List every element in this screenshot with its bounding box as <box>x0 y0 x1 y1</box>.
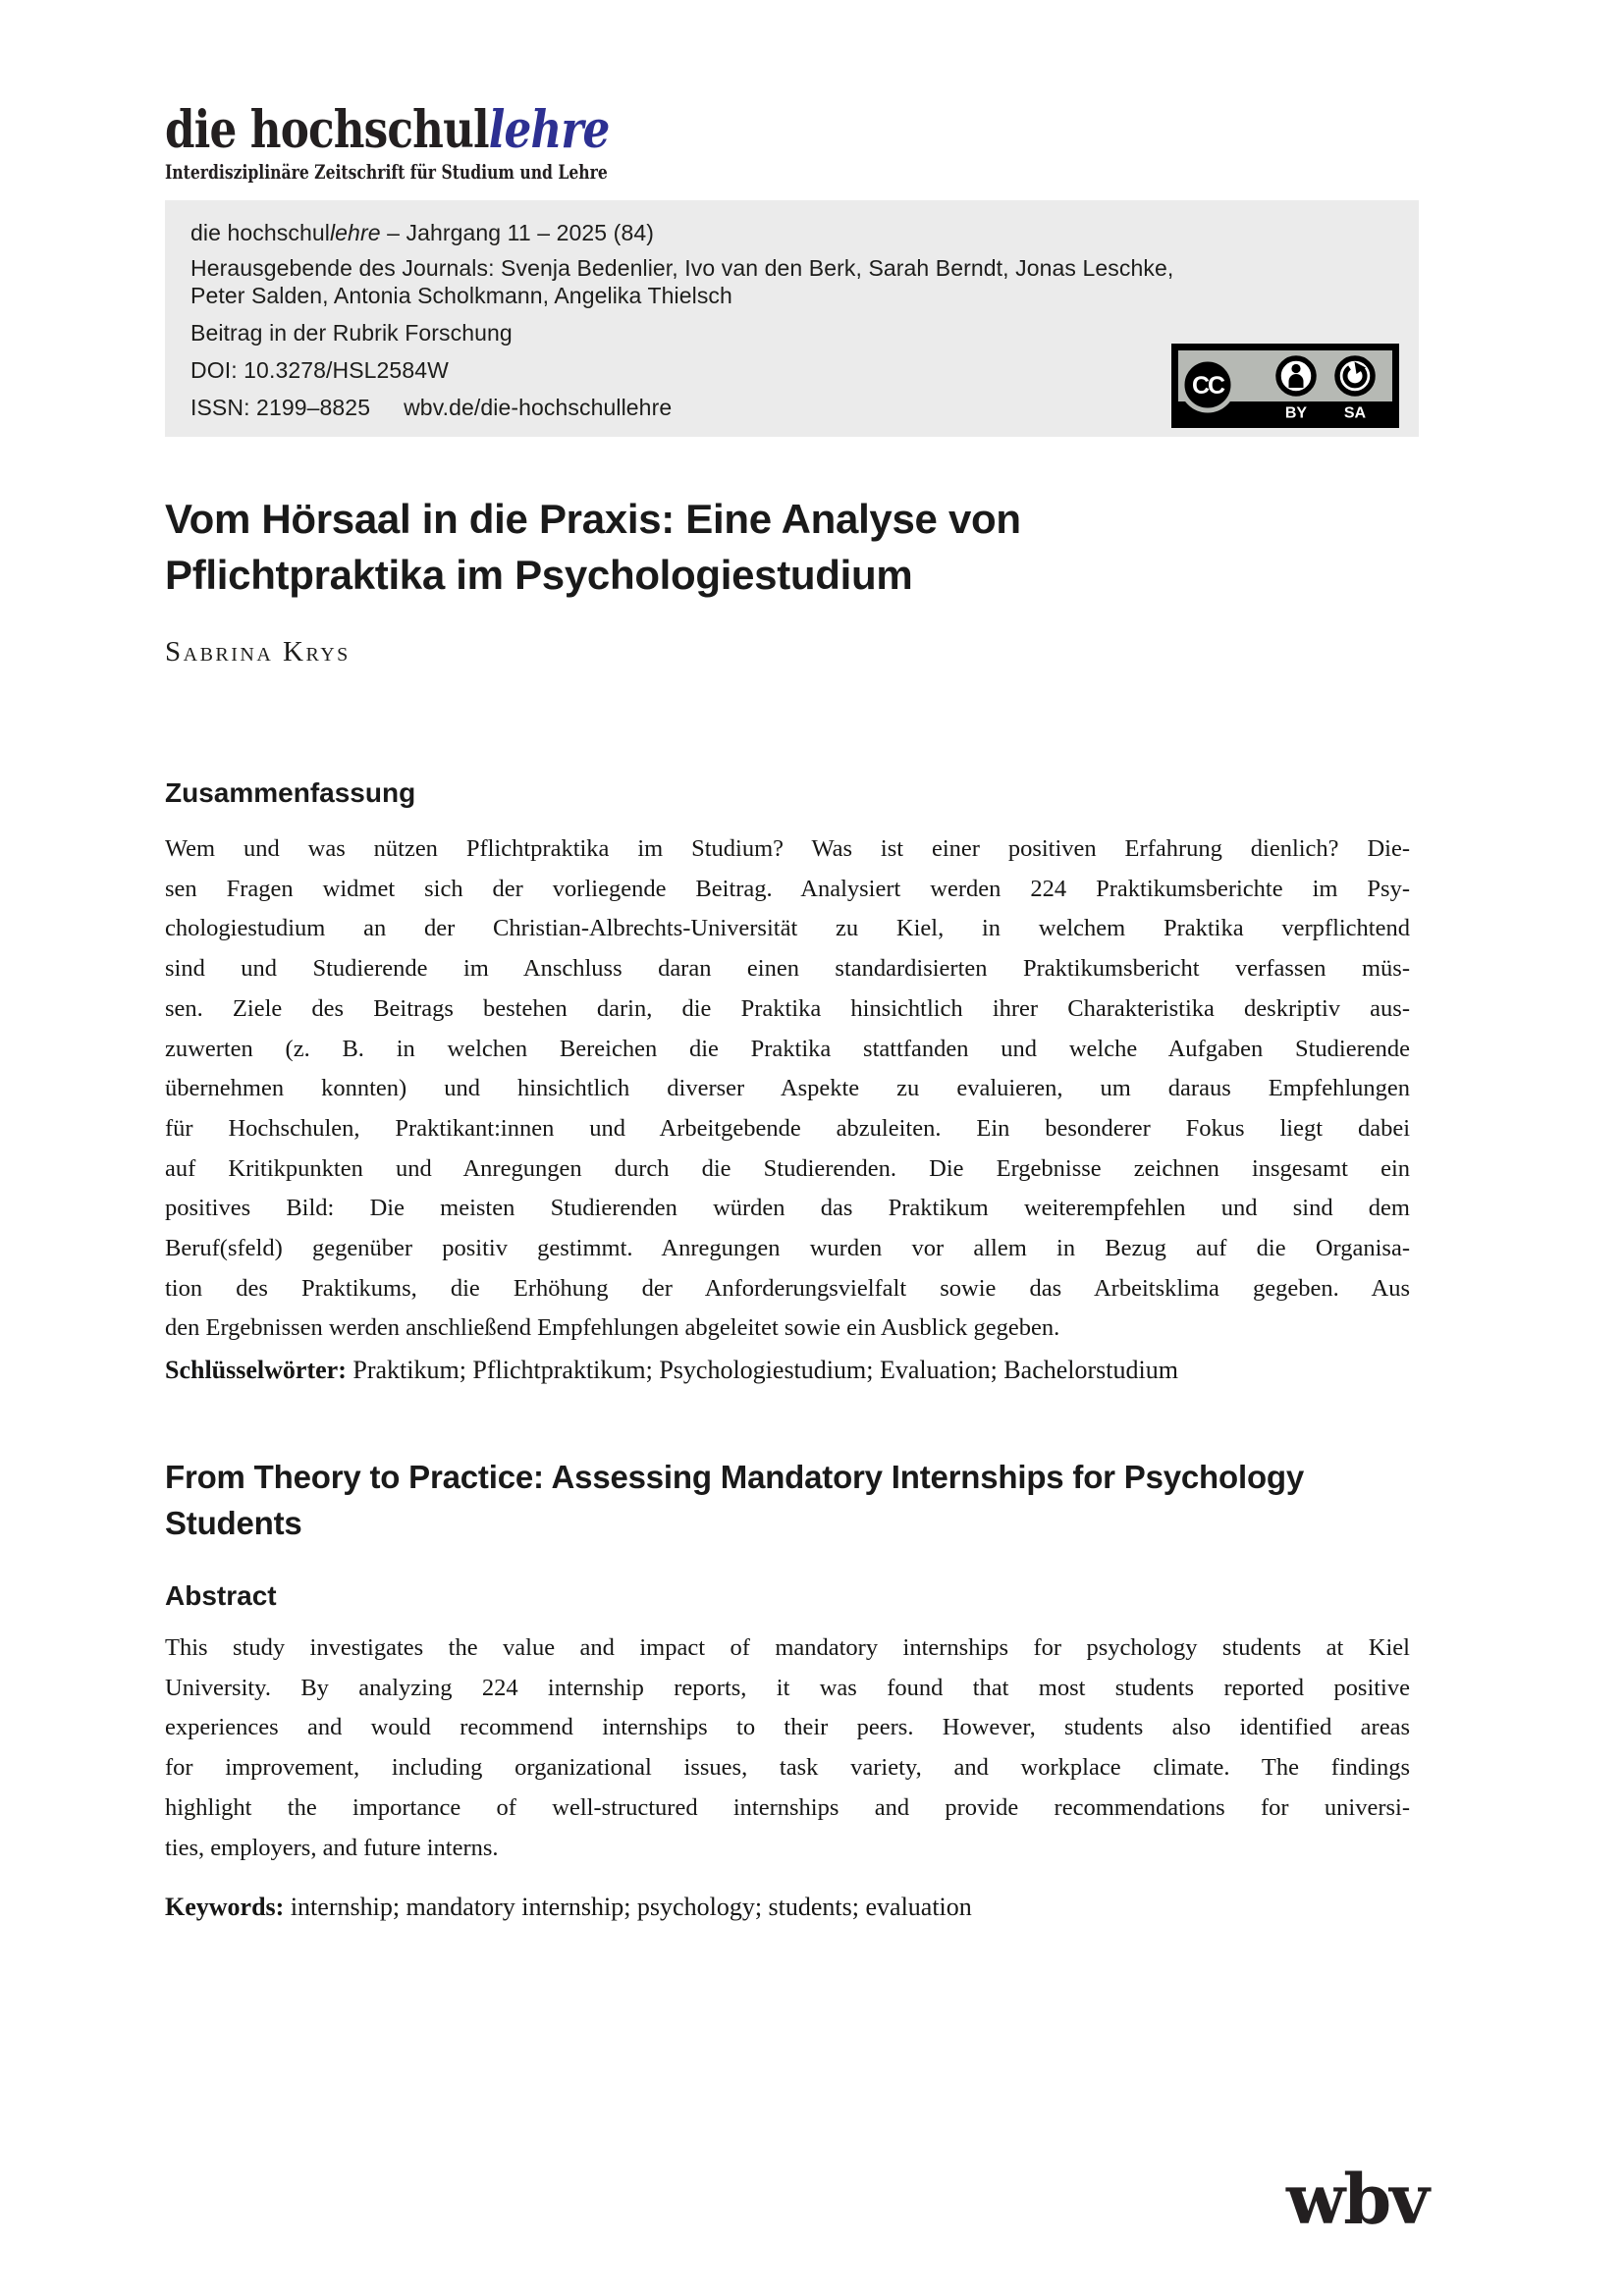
abstract-line: für Hochschulen, Praktikant:innen und Arbeitgebende abzuleiten. Ein besonderer Fokus liegt dabei <box>165 1114 1410 1142</box>
abstract-line: positives Bild: Die meisten Studierenden würden das Praktikum weiterempfehlen und sind dem <box>165 1195 1410 1222</box>
abstract-line: sind und Studierende im Anschluss daran einen standardisierten Praktikumsbericht verfassen müs- <box>165 955 1410 983</box>
logo-wordmark <box>165 100 641 160</box>
abstract-line: sen. Ziele des Beitrags bestehen darin, die Praktika hinsichtlich ihrer Charakteristika deskriptiv aus- <box>165 994 1410 1022</box>
article-title-en <box>165 1454 1422 1546</box>
sa-label: SA <box>1343 404 1367 422</box>
doi-line: DOI: 10.3278/HSL2584W <box>190 357 449 383</box>
article-title-de-line2: Pflichtpraktika im Psychologiestudium <box>165 552 913 598</box>
keywords-en-label: Keywords: <box>165 1893 285 1921</box>
abstract-line: experiences and would recommend internships to their peers. However, students also identified areas <box>165 1714 1410 1741</box>
journal-issue-prefix: die hochschul <box>190 220 330 245</box>
abstract-line: zuwerten (z. B. in welchen Bereichen die Praktika stattfanden und welche Aufgaben Studierende <box>165 1035 1410 1062</box>
abstract-de-text <box>165 829 1410 1349</box>
journal-logo <box>165 100 732 184</box>
keywords-de-text: Praktikum; Pflichtpraktikum; Psychologiestudium; Evaluation; Bachelorstudium <box>346 1356 1178 1384</box>
publisher-wbv-logo: wbv <box>1286 2159 1428 2240</box>
issn-number: ISSN: 2199–8825 <box>190 395 371 420</box>
article-title-en-line2: Students <box>165 1505 302 1541</box>
abstract-line: tion des Praktikums, die Erhöhung der Anforderungsvielfalt sowie das Arbeitsklima gegeben. Aus <box>165 1274 1410 1302</box>
issn-line <box>190 395 672 421</box>
header-info-box <box>165 200 1419 437</box>
author-name: Sabrina Krys <box>165 636 351 667</box>
by-person-icon <box>1278 358 1314 394</box>
rubrik-line: Beitrag in der Rubrik Forschung <box>190 320 513 346</box>
cc-icon <box>1182 359 1233 410</box>
keywords-en-text: internship; mandatory internship; psychology; students; evaluation <box>284 1893 972 1921</box>
logo-wordmark-black: die hochschul <box>165 100 489 160</box>
abstract-line: ties, employers, and future interns. <box>165 1834 499 1861</box>
editors-line-2: Peter Salden, Antonia Scholkmann, Angelika Thielsch <box>190 283 732 308</box>
cc-by-sa-badge <box>1171 344 1399 428</box>
editors-line-1: Herausgebende des Journals: Svenja Bedenlier, Ivo van den Berk, Sarah Berndt, Jonas Leschke, <box>190 255 1174 281</box>
sa-arrow-icon <box>1337 358 1373 394</box>
abstract-line: This study investigates the value and impact of mandatory internships for psychology students at Kiel <box>165 1634 1410 1661</box>
website-link[interactable]: wbv.de/die-hochschullehre <box>404 395 673 420</box>
abstract-line: for improvement, including organizational issues, task variety, and workplace climate. The findings <box>165 1754 1410 1782</box>
by-label: BY <box>1284 404 1308 422</box>
abstract-line: auf Kritikpunkten und Anregungen durch die Studierenden. Die Ergebnisse zeichnen insgesamt ein <box>165 1154 1410 1182</box>
journal-issue-italic: lehre <box>329 220 381 245</box>
article-title-de-line1: Vom Hörsaal in die Praxis: Eine Analyse von <box>165 496 1021 542</box>
abstract-line: sen Fragen widmet sich der vorliegende Beitrag. Analysiert werden 224 Praktikumsberichte im Psy- <box>165 875 1410 902</box>
keywords-de <box>165 1356 1410 1385</box>
keywords-en <box>165 1893 1410 1922</box>
svg-text:CC: CC <box>1191 372 1224 400</box>
keywords-de-label: Schlüsselwörter: <box>165 1356 347 1384</box>
abstract-line: Beruf(sfeld) gegenüber positiv gestimmt. Anregungen wurden vor allem in Bezug auf die Organisa- <box>165 1235 1410 1262</box>
abstract-en-heading: Abstract <box>165 1580 277 1611</box>
article-title-de <box>165 491 1422 603</box>
article-title-en-line1: From Theory to Practice: Assessing Mandatory Internships for Psychology <box>165 1459 1305 1495</box>
abstract-line: University. By analyzing 224 internship reports, it was found that most students reported positive <box>165 1674 1410 1701</box>
journal-issue-suffix: – Jahrgang 11 – 2025 (84) <box>380 220 654 245</box>
abstract-en-text <box>165 1629 1410 1868</box>
abstract-line: highlight the importance of well-structured internships and provide recommendations for universi- <box>165 1793 1410 1821</box>
abstract-line: chologiestudium an der Christian-Albrechts-Universität zu Kiel, in welchem Praktika verpflichtend <box>165 915 1410 942</box>
abstract-line: den Ergebnissen werden anschließend Empfehlungen abgeleitet sowie ein Ausblick gegeben. <box>165 1314 1060 1342</box>
abstract-line: Wem und was nützen Pflichtpraktika im Studium? Was ist einer positiven Erfahrung dienlich? Die- <box>165 835 1410 862</box>
abstract-de-heading: Zusammenfassung <box>165 777 416 808</box>
journal-issue-line <box>190 220 654 246</box>
abstract-line: übernehmen konnten) und hinsichtlich diverser Aspekte zu evaluieren, um daraus Empfehlungen <box>165 1075 1410 1102</box>
logo-tagline: Interdisziplinäre Zeitschrift für Studium und Lehre <box>165 159 608 184</box>
logo-wordmark-blue: lehre <box>488 100 610 160</box>
